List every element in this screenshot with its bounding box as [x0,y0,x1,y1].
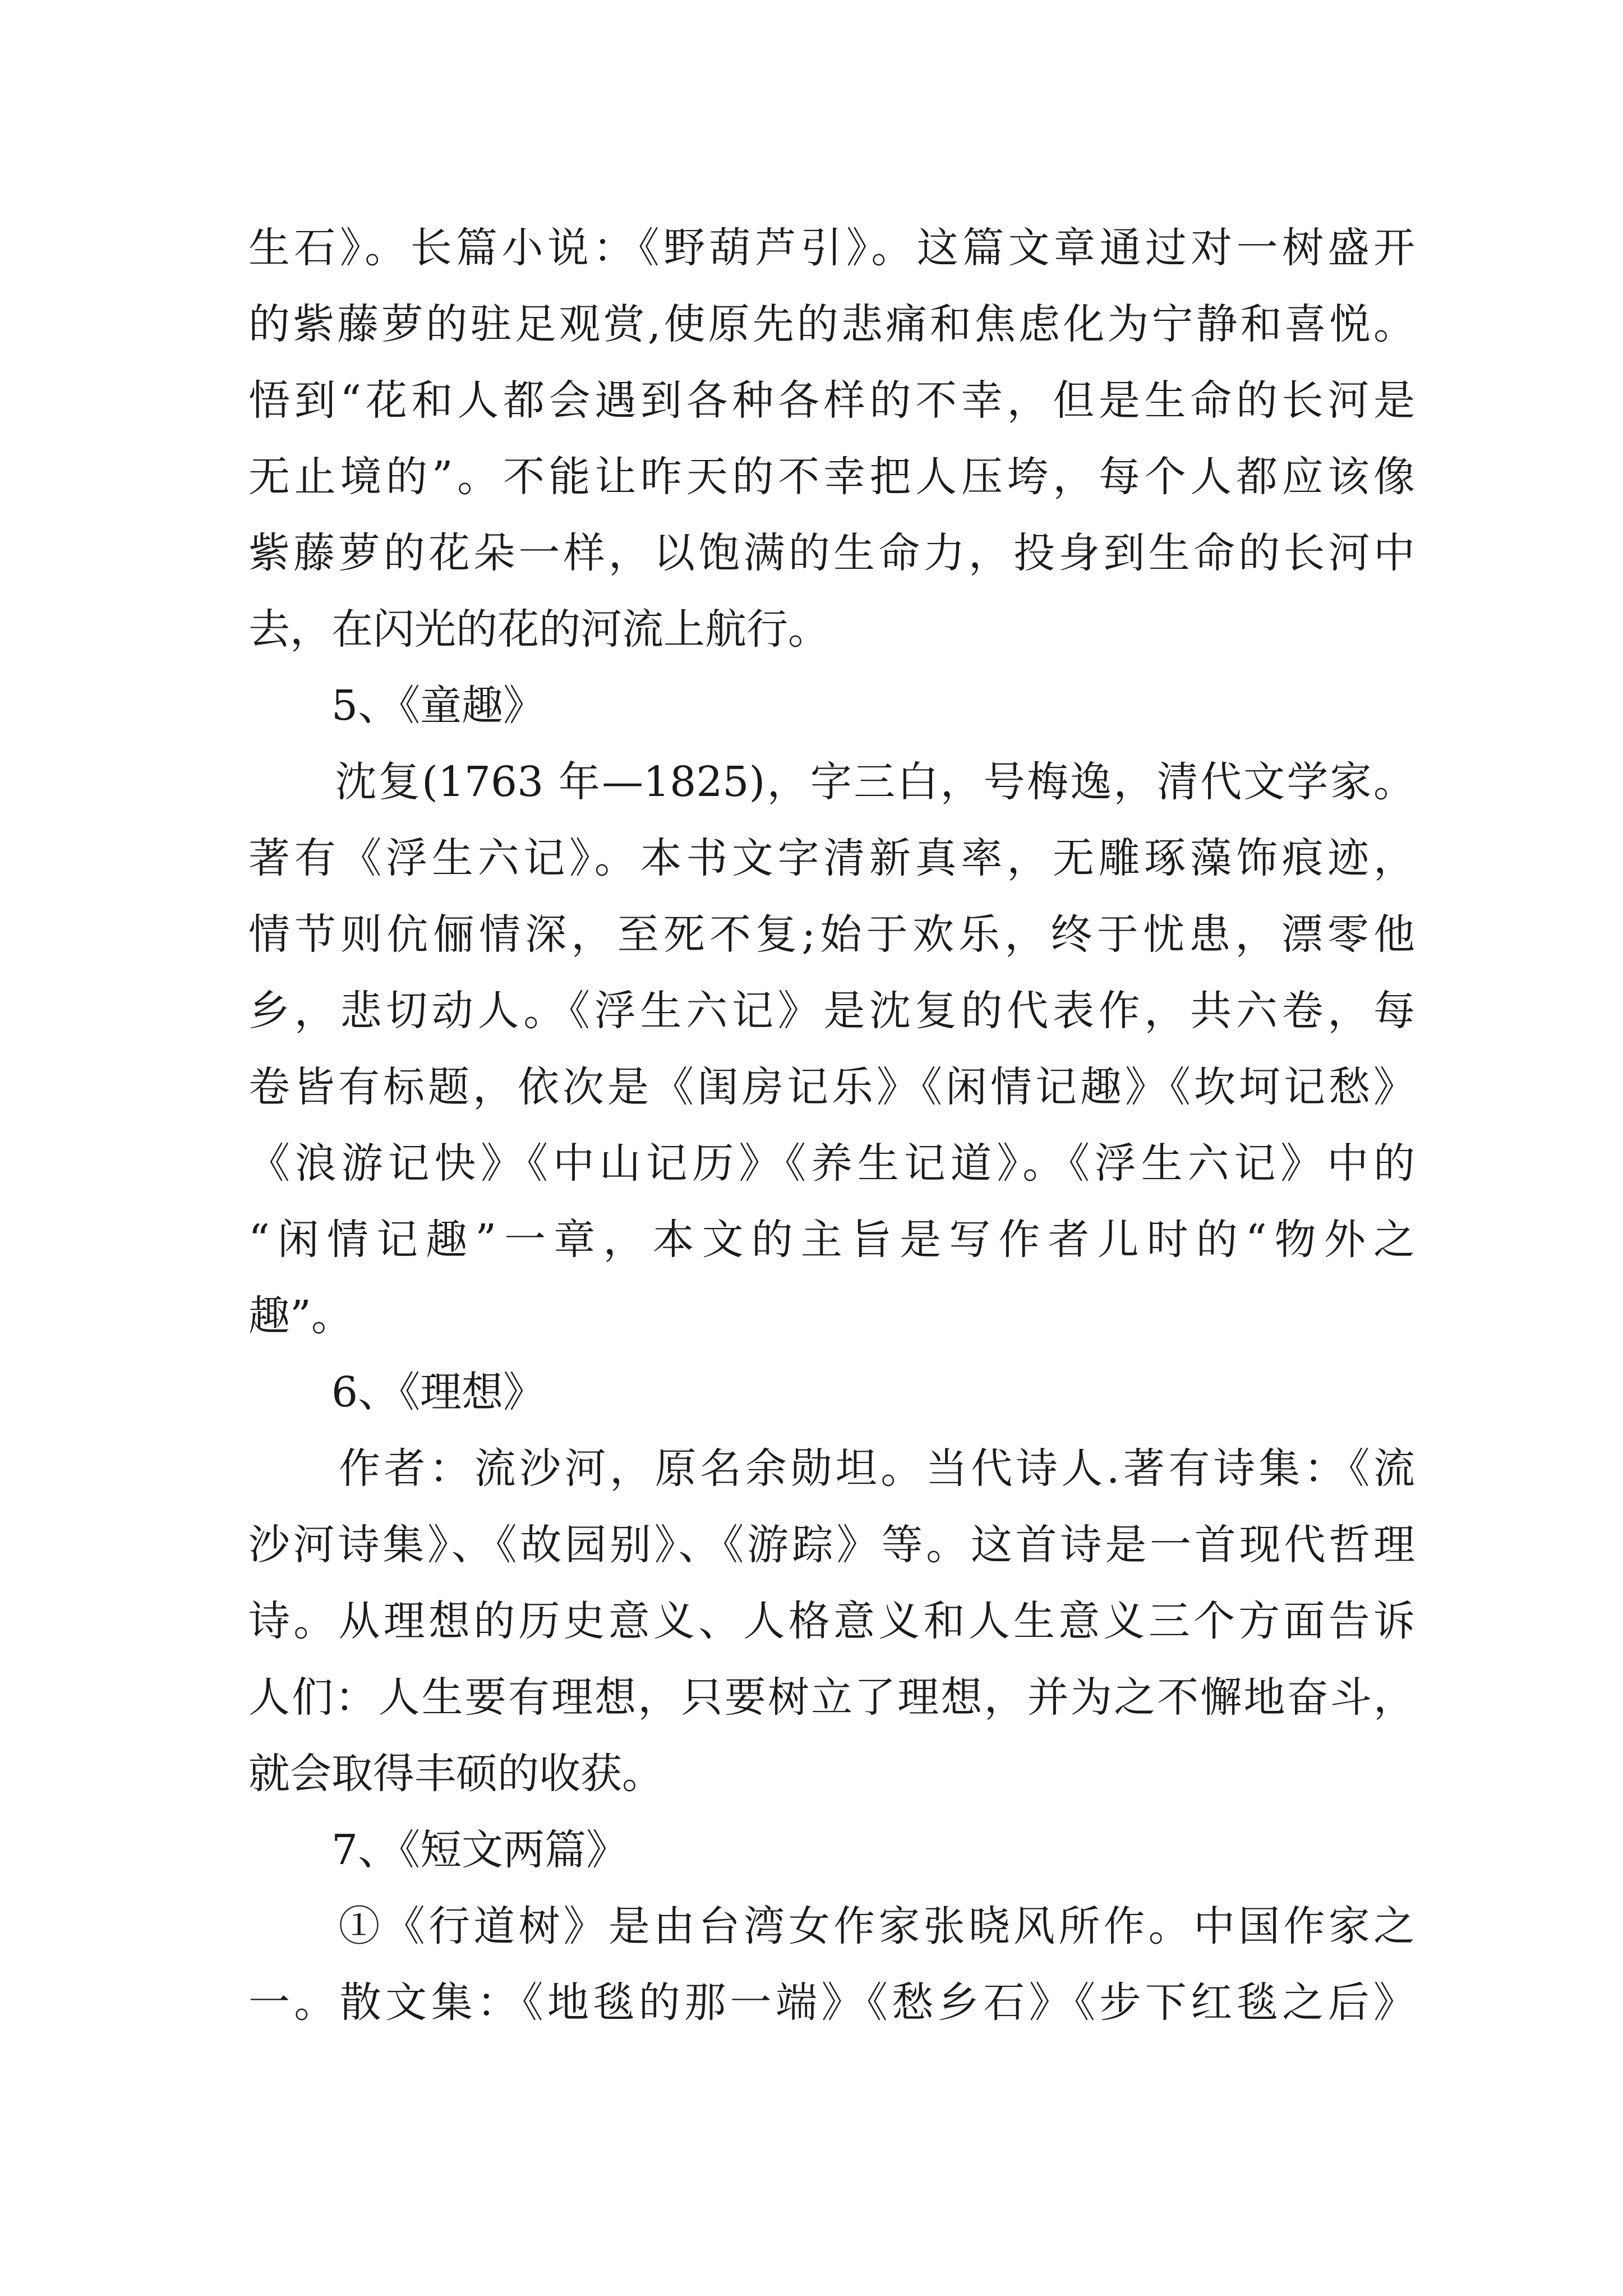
section-heading: 5、《童趣》 [331,682,545,730]
text-line: 乡，悲切动人。《浮生六记》是沈复的代表作，共六卷，每 [248,987,1415,1035]
text-line: 诗。从理想的历史意义、人格意义和人生意义三个方面告诉 [248,1597,1415,1645]
text-line: 趣”。 [248,1292,353,1340]
text-line: 就会取得丰硕的收获。 [248,1750,663,1798]
text-line: 著有《浮生六记》。本书文字清新真率，无雕琢藻饰痕迹， [248,834,1415,882]
text-line: 作者：流沙河，原名余勋坦。当代诗人.著有诗集：《流 [248,1444,1415,1493]
document-body [248,210,1415,2041]
text-line: ①《行道树》是由台湾女作家张晓风所作。中国作家之 [248,1902,1415,1950]
text-line: 的紫藤萝的驻足观赏,使原先的悲痛和焦虑化为宁静和喜悦。 [248,300,1415,348]
text-line: 去，在闪光的花的河流上航行。 [248,605,829,654]
text-line: 情节则伉俪情深，至死不复;始于欢乐，终于忧患，漂零他 [248,910,1415,959]
text-line: 人们：人生要有理想，只要树立了理想，并为之不懈地奋斗， [248,1673,1415,1722]
text-line: 《浪游记快》《中山记历》《养生记道》。《浮生六记》中的 [248,1139,1415,1188]
text-line: 一。散文集：《地毯的那一端》《愁乡石》《步下红毯之后》 [248,1978,1415,2027]
text-line: 卷皆有标题，依次是《闺房记乐》《闲情记趣》《坎坷记愁》 [248,1063,1415,1111]
text-line: 沈复(1763 年—1825)，字三白，号梅逸，清代文学家。 [248,758,1415,806]
text-line: 无止境的”。不能让昨天的不幸把人压垮，每个人都应该像 [248,453,1415,501]
section-heading: 6、《理想》 [331,1368,545,1416]
text-line: “闲情记趣”一章，本文的主旨是写作者儿时的“物外之 [248,1216,1415,1264]
text-line: 沙河诗集》、《故园别》、《游踪》等。这首诗是一首现代哲理 [248,1521,1415,1569]
text-line: 紫藤萝的花朵一样，以饱满的生命力，投身到生命的长河中 [248,529,1415,577]
section-heading: 7、《短文两篇》 [331,1826,628,1874]
text-line: 生石》。长篇小说：《野葫芦引》。这篇文章通过对一树盛开 [248,224,1415,272]
text-line: 悟到“花和人都会遇到各种各样的不幸，但是生命的长河是 [248,376,1415,425]
